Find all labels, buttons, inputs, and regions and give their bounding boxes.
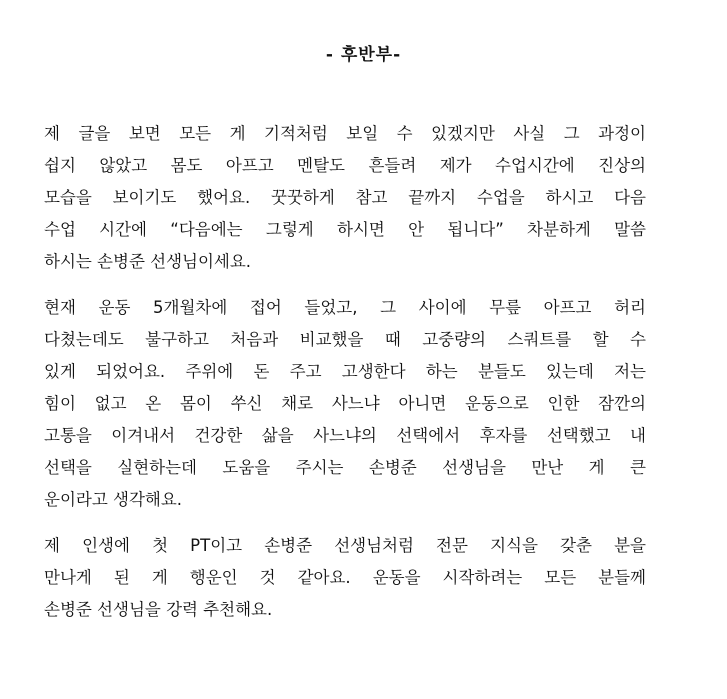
text-line: 운이라고 생각해요. bbox=[44, 490, 183, 509]
text-line: 손병준 선생님을 강력 추천해요. bbox=[44, 600, 273, 619]
paragraph-3 bbox=[44, 530, 646, 626]
text-line: 고통을 이겨내서 건강한 삶을 사느냐의 선택에서 후자를 선택했고 내 bbox=[44, 426, 646, 445]
text-line: 다쳤는데도 불구하고 처음과 비교했을 때 고중량의 스쿼트를 할 수 bbox=[44, 330, 646, 349]
text-line: 현재 운동 5개월차에 접어 들었고, 그 사이에 무릎 아프고 허리 bbox=[44, 298, 646, 317]
paragraph-1 bbox=[44, 118, 646, 278]
text-line: 하시는 손병준 선생님이세요. bbox=[44, 252, 252, 271]
text-line: 제 인생에 첫 PT이고 손병준 선생님처럼 전문 지식을 갖춘 분을 bbox=[44, 536, 646, 555]
text-line: 수업 시간에 “다음에는 그렇게 하시면 안 됩니다” 차분하게 말씀 bbox=[44, 220, 646, 239]
document-body bbox=[44, 118, 646, 640]
text-line: 힘이 없고 온 몸이 쑤신 채로 사느냐 아니면 운동으로 인한 잠깐의 bbox=[44, 394, 646, 413]
paragraph-2 bbox=[44, 292, 646, 516]
text-line: 제 글을 보면 모든 게 기적처럼 보일 수 있겠지만 사실 그 과정이 bbox=[44, 124, 646, 143]
text-line: 만나게 된 게 행운인 것 같아요. 운동을 시작하려는 모든 분들께 bbox=[44, 568, 646, 587]
document-title: - 후반부- bbox=[325, 45, 402, 65]
text-line: 모습을 보이기도 했어요. 꿋꿋하게 참고 끝까지 수업을 하시고 다음 bbox=[44, 188, 646, 207]
text-line: 쉽지 않았고 몸도 아프고 멘탈도 흔들려 제가 수업시간에 진상의 bbox=[44, 156, 646, 175]
text-line: 선택을 실현하는데 도움을 주시는 손병준 선생님을 만난 게 큰 bbox=[44, 458, 646, 477]
text-line: 있게 되었어요. 주위에 돈 주고 고생한다 하는 분들도 있는데 저는 bbox=[44, 362, 646, 381]
